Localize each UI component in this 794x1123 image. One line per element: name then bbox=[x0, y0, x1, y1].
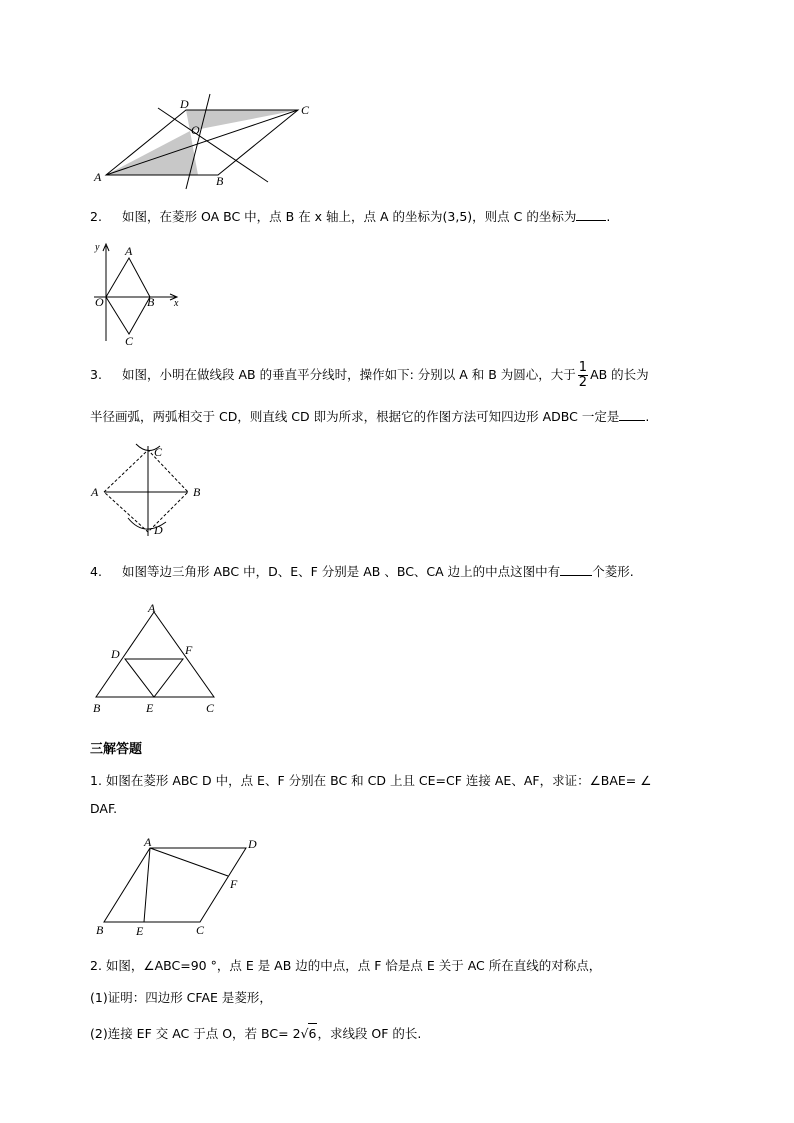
problem-text-line-3-part-2: ，求线段 OF 的长. bbox=[317, 1026, 422, 1041]
label-d: D bbox=[248, 837, 257, 851]
label-x: x bbox=[174, 298, 179, 309]
sqrt-radicand: 6 bbox=[308, 1023, 318, 1044]
answer-blank[interactable] bbox=[560, 563, 592, 576]
label-a: A bbox=[125, 244, 133, 258]
label-e: E bbox=[146, 701, 154, 715]
question-3-line-1 bbox=[90, 360, 649, 390]
label-e: E bbox=[136, 924, 144, 938]
label-b: B bbox=[93, 701, 101, 715]
question-text-part-1: 如图，小明在做线段 AB 的垂直平分线时，操作如下: 分别以 A 和 B 为圆心，大于 bbox=[122, 367, 576, 382]
label-b: B bbox=[96, 923, 104, 937]
figure-rhombus-abcd bbox=[88, 832, 268, 938]
problem-text-line-1: 2. 如图，∠ABC=90 °，点 E 是 AB 边的中点，点 F 恰是点 E 关于 AC 所在直线的对称点， bbox=[90, 958, 602, 973]
answer-blank[interactable] bbox=[576, 208, 606, 221]
question-text-part-2: AB 的长为 bbox=[590, 367, 649, 382]
label-d: D bbox=[154, 523, 163, 537]
label-c: C bbox=[154, 445, 163, 459]
figure-rhombus-axes bbox=[88, 238, 188, 348]
label-d: D bbox=[180, 97, 189, 111]
label-c: C bbox=[301, 103, 310, 117]
segment-ae bbox=[144, 848, 150, 922]
question-number: 2. bbox=[90, 209, 102, 224]
problem-2-line-2 bbox=[90, 990, 272, 1006]
section-heading: 三解答题 bbox=[90, 742, 143, 757]
figure-equilateral-triangle bbox=[88, 600, 228, 718]
figure-perpendicular-bisector bbox=[88, 440, 218, 542]
problem-1-line-1 bbox=[90, 773, 651, 789]
question-number: 4. bbox=[90, 564, 102, 579]
rhombus-abcd bbox=[104, 848, 246, 922]
problem-2-line-3 bbox=[90, 1023, 421, 1044]
question-2 bbox=[90, 208, 610, 225]
label-o: O bbox=[95, 295, 104, 309]
figure-parallelogram-shaded bbox=[88, 90, 318, 190]
question-3-line-2 bbox=[90, 408, 649, 425]
problem-text-line-3-part-1: (2)连接 EF 交 AC 于点 O，若 BC= 2 bbox=[90, 1026, 301, 1041]
label-d: D bbox=[111, 647, 120, 661]
problem-text-line-2: DAF. bbox=[90, 801, 118, 816]
segment-af bbox=[150, 848, 228, 876]
problem-text-line-1: 1. 如图在菱形 ABC D 中，点 E、F 分别在 BC 和 CD 上且 CE=CF 连接 AE、AF，求证：∠BAE= ∠ bbox=[90, 773, 652, 788]
problem-text-line-2: (1)证明：四边形 CFAE 是菱形， bbox=[90, 990, 272, 1005]
label-a: A bbox=[148, 601, 156, 615]
rhombus-oabc bbox=[106, 258, 150, 334]
problem-1-line-2 bbox=[90, 801, 117, 817]
question-text-part-1: 如图等边三角形 ABC 中，D、E、F 分别是 AB 、BC、CA 边上的中点这图中有 bbox=[122, 564, 561, 579]
question-text: 如图，在菱形 OA BC 中，点 B 在 x 轴上，点 A 的坐标为(3,5)，则点 C 的坐标为 bbox=[122, 209, 577, 224]
label-c: C bbox=[125, 334, 134, 348]
question-end: . bbox=[645, 409, 650, 424]
question-number: 3. bbox=[90, 367, 102, 382]
label-c: C bbox=[206, 701, 215, 715]
label-b: B bbox=[216, 174, 224, 188]
label-f: F bbox=[230, 877, 238, 891]
answer-blank[interactable] bbox=[619, 408, 645, 421]
label-b: B bbox=[193, 485, 201, 499]
sqrt-sign: √ bbox=[300, 1026, 309, 1041]
midpoint-triangle-def bbox=[125, 659, 183, 697]
question-text-part-2: 个菱形. bbox=[592, 564, 634, 579]
label-o: O bbox=[191, 123, 200, 137]
label-y: y bbox=[95, 242, 100, 253]
label-f: F bbox=[185, 643, 193, 657]
label-a: A bbox=[91, 485, 99, 499]
fraction-one-half bbox=[578, 361, 588, 390]
label-a: A bbox=[144, 835, 152, 849]
problem-2-line-1 bbox=[90, 958, 601, 974]
question-text-line-2: 半径画弧，两弧相交于 CD，则直线 CD 即为所求，根据它的作图方法可知四边形 ADBC 一定是 bbox=[90, 409, 620, 424]
label-a: A bbox=[94, 170, 102, 184]
label-c: C bbox=[196, 923, 205, 937]
label-b: B bbox=[147, 295, 155, 309]
dashed-quadrilateral bbox=[104, 450, 188, 532]
question-end: . bbox=[606, 209, 611, 224]
fraction-numerator: 1 bbox=[578, 360, 588, 375]
fraction-denominator: 2 bbox=[578, 375, 588, 390]
question-4 bbox=[90, 563, 634, 580]
